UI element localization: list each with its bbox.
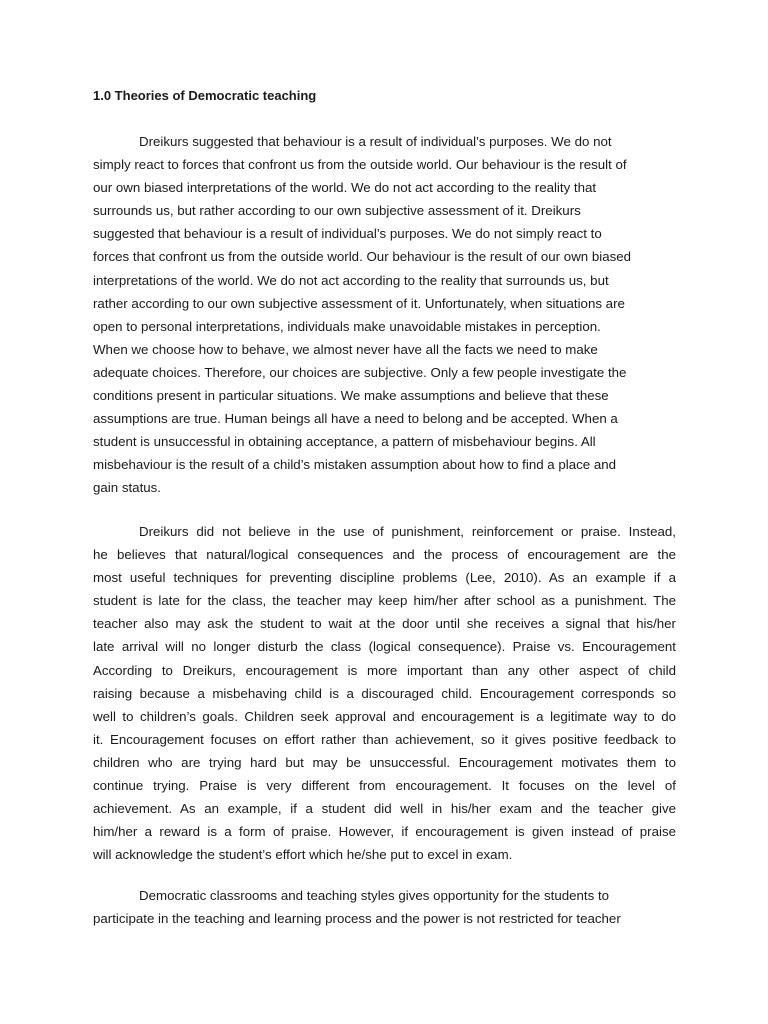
- paragraph-line: Democratic classrooms and teaching styles gives opportunity for the students to: [139, 888, 610, 903]
- paragraph-line: gain status.: [93, 480, 162, 496]
- paragraph-line: student is unsuccessful in obtaining acceptance, a pattern of misbehaviour begins. All: [93, 434, 596, 450]
- paragraph-line: adequate choices. Therefore, our choices are subjective. Only a few people investigate the: [93, 364, 627, 380]
- paragraph-line: surrounds us, but rather according to our own subjective assessment of it. Dreikurs: [93, 203, 581, 219]
- paragraph-line: teacher also may ask the student to wait at the door until she receives a signal that his/her: [93, 616, 676, 632]
- paragraph-line: raising because a misbehaving child is a discouraged child. Encouragement corresponds so: [93, 685, 676, 701]
- paragraph-line: continue trying. Praise is very different from encouragement. It focuses on the level of: [93, 778, 676, 794]
- paragraph-line: our own biased interpretations of the world. We do not act according to the reality that: [93, 180, 597, 196]
- paragraph-line: open to personal interpretations, individuals make unavoidable mistakes in perception.: [93, 318, 601, 334]
- paragraph-line: forces that confront us from the outside world. Our behaviour is the result of our own biased: [93, 249, 632, 265]
- paragraph-line: misbehaviour is the result of a child’s mistaken assumption about how to find a place and: [93, 457, 617, 473]
- paragraph-line: assumptions are true. Human beings all have a need to belong and be accepted. When a: [93, 411, 618, 427]
- paragraph-line: student is late for the class, the teacher may keep him/her after school as a punishment. The: [93, 593, 676, 609]
- paragraph-line: he believes that natural/logical consequences and the process of encouragement are the: [93, 547, 676, 563]
- paragraph-line: will acknowledge the student’s effort which he/she put to excel in exam.: [93, 847, 513, 863]
- section-heading: 1.0 Theories of Democratic teaching: [93, 88, 317, 103]
- paragraph-line: him/her a reward is a form of praise. However, if encouragement is given instead of praise: [93, 824, 676, 840]
- paragraph-line: participate in the teaching and learning process and the power is not restricted for teacher: [93, 911, 621, 927]
- paragraph-line: achievement. As an example, if a student did well in his/her exam and the teacher give: [93, 801, 676, 817]
- paragraph-line: most useful techniques for preventing discipline problems (Lee, 2010). As an example if a: [93, 570, 676, 586]
- paragraph-encouragement: [93, 520, 676, 866]
- paragraph-line: When we choose how to behave, we almost never have all the facts we need to make: [93, 341, 598, 357]
- paragraph-line: rather according to our own subjective assessment of it. Unfortunately, when situations are: [93, 295, 625, 311]
- paragraph-line: suggested that behaviour is a result of individual’s purposes. We do not simply react to: [93, 226, 602, 242]
- paragraph-line: simply react to forces that confront us from the outside world. Our behaviour is the result of: [93, 157, 627, 173]
- paragraph-line: interpretations of the world. We do not act according to the reality that surrounds us, but: [93, 272, 609, 288]
- paragraph-line: Dreikurs suggested that behaviour is a result of individual’s purposes. We do not: [139, 134, 612, 149]
- paragraph-line: it. Encouragement focuses on effort rather than achievement, so it gives positive feedback to: [93, 731, 676, 747]
- paragraph-line: children who are trying hard but may be unsuccessful. Encouragement motivates them to: [93, 754, 676, 770]
- paragraph-line: According to Dreikurs, encouragement is more important than any other aspect of child: [93, 662, 676, 678]
- paragraph-line: well to children’s goals. Children seek approval and encouragement is a legitimate way to do: [93, 708, 676, 724]
- paragraph-dreikurs-behaviour: [93, 130, 676, 500]
- paragraph-line: Dreikurs did not believe in the use of punishment, reinforcement or praise. Instead,: [139, 524, 676, 539]
- paragraph-democratic-classrooms: [93, 884, 676, 930]
- paragraph-line: late arrival will no longer disturb the class (logical consequence). Praise vs. Encouragement: [93, 639, 676, 655]
- paragraph-line: conditions present in particular situations. We make assumptions and believe that these: [93, 388, 609, 404]
